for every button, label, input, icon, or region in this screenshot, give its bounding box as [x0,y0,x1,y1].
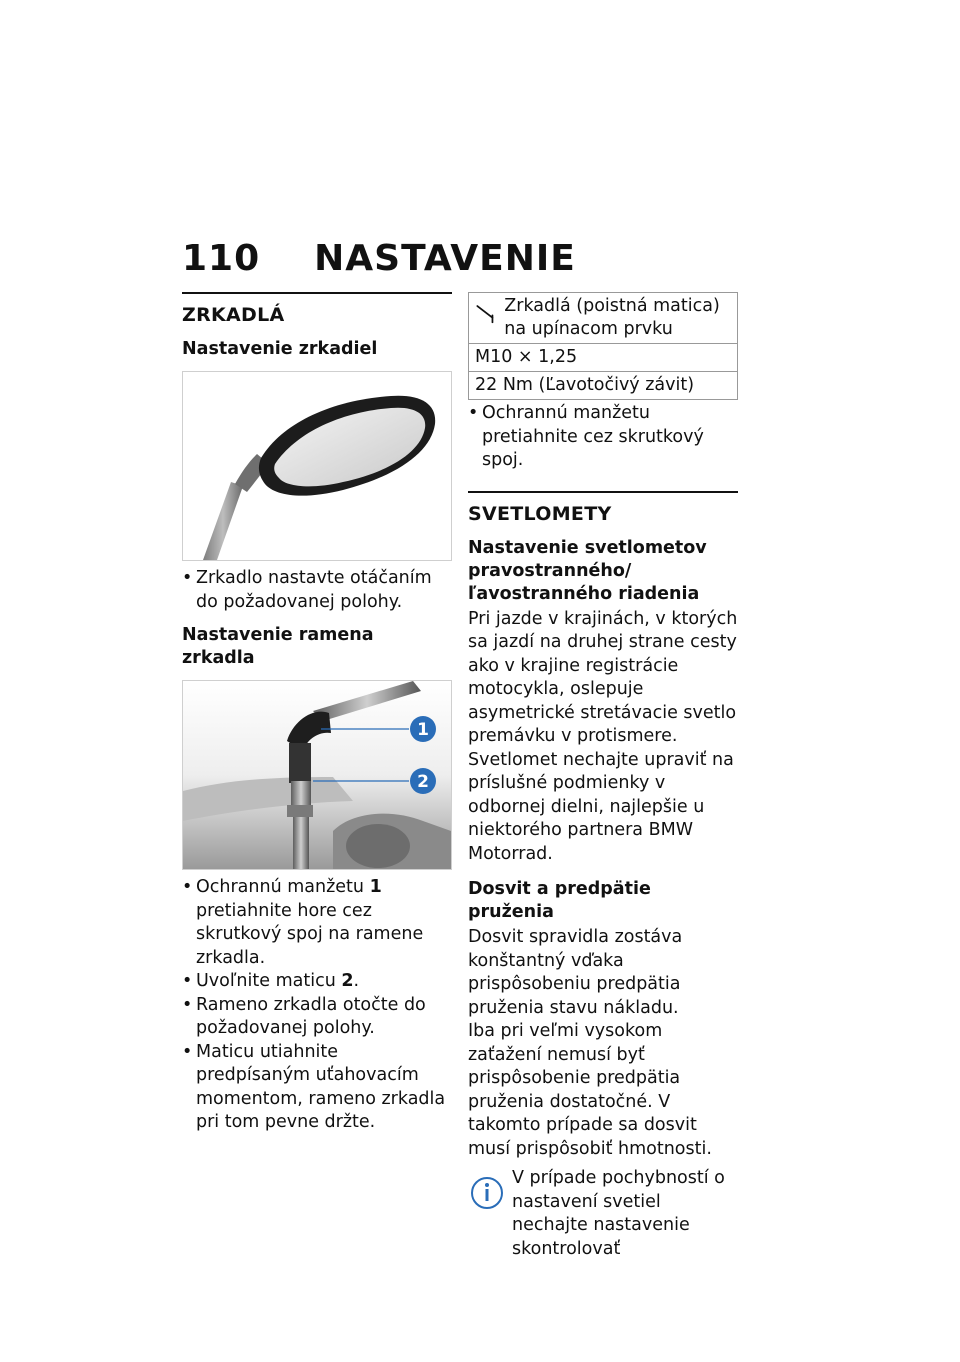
spec-row-thread: M10 × 1,25 [469,344,738,372]
paragraph: Dosvit spravidla zostáva konštantný vďaka prispôsobeniu predpätia pruženia stavu nákladu. [468,927,683,1018]
page-header [182,238,576,279]
mirror-illustration [183,372,451,560]
info-icon [468,1167,506,1215]
bullet-item [182,876,452,970]
section-title-mirrors: ZRKADLÁ [182,304,285,326]
bullet-text: pretiahnite hore cez skrutkový spoj na ramene zrkadla. [196,900,424,968]
info-note [468,1167,738,1261]
left-column [182,292,452,1145]
mirror-arm-illustration [183,681,451,869]
spec-title: Zrkadlá (poistná matica) na upínacom prvku [504,296,720,339]
ref-number: 1 [369,877,382,897]
bullet-text: Ochrannú manžetu [196,877,370,897]
spec-row-torque: 22 Nm (Ľavotočivý závit) [469,372,738,400]
spec-table [468,292,738,400]
bullet-text: Uvoľnite maticu [196,971,342,991]
bullet-text: . [353,971,360,991]
subtitle-mirror-adjust: Nastavenie zrkadiel [182,339,378,359]
right-column [468,292,738,1261]
wrench-icon [475,295,498,331]
note-text: V prípade pochybností o nastavení svetiel nechajte nastavenie skontrolovať [512,1168,725,1259]
callout-label: 1 [417,720,429,740]
section-rule [468,491,738,493]
paragraph: Pri jazde v krajinách, v ktorých sa jazdí na druhej strane cesty ako v krajine registrácie motocykla, oslepuje asymetrické stretávacie svetlo premávku v protismere. [468,608,738,746]
page-number: 110 [182,238,261,279]
bullet-list-mirror [182,567,452,614]
bullet-item: • Rameno zrkadla otočte do požadovanej polohy. [182,994,452,1041]
ref-number: 2 [341,971,354,991]
callout-label: 2 [417,772,429,792]
subtitle-headlight-adjust: Nastavenie svetlometov pravostranného/ľavostranného riadenia [468,537,707,604]
chapter-title: NASTAVENIE [314,238,576,279]
bullet-list-spec [468,402,738,473]
bullet-list-arm [182,876,452,1135]
subtitle-range-preload: Dosvit a predpätie pruženia [468,879,651,922]
callout-2 [410,768,436,794]
subtitle-arm-adjust: Nastavenie ramena zrkadla [182,625,374,668]
mirror-figure [182,371,452,561]
paragraph: Iba pri veľmi vysokom zaťažení nemusí byť prispôsobenie predpätia pruženia dostatočné. V takomto prípade sa dosvit musí prispôsobiť hmotnosti. [468,1021,712,1159]
mirror-arm-figure [182,680,452,870]
bullet-item: • Zrkadlo nastavte otáčaním do požadovanej polohy. [182,567,452,614]
bullet-item [182,970,452,994]
section-title-headlights: SVETLOMETY [468,502,612,525]
spec-header-cell [469,293,738,344]
bullet-item: • Maticu utiahnite predpísaným uťahovacím momentom, rameno zrkadla pri tom pevne držte. [182,1041,452,1135]
section-rule [182,292,452,294]
paragraph: Svetlomet nechajte upraviť na príslušné podmienky v odbornej dielni, najlepšie u niektorého partnera BMW Motorrad. [468,749,734,864]
bullet-item: • Ochrannú manžetu pretiahnite cez skrutkový spoj. [468,402,738,473]
callout-1 [410,716,436,742]
